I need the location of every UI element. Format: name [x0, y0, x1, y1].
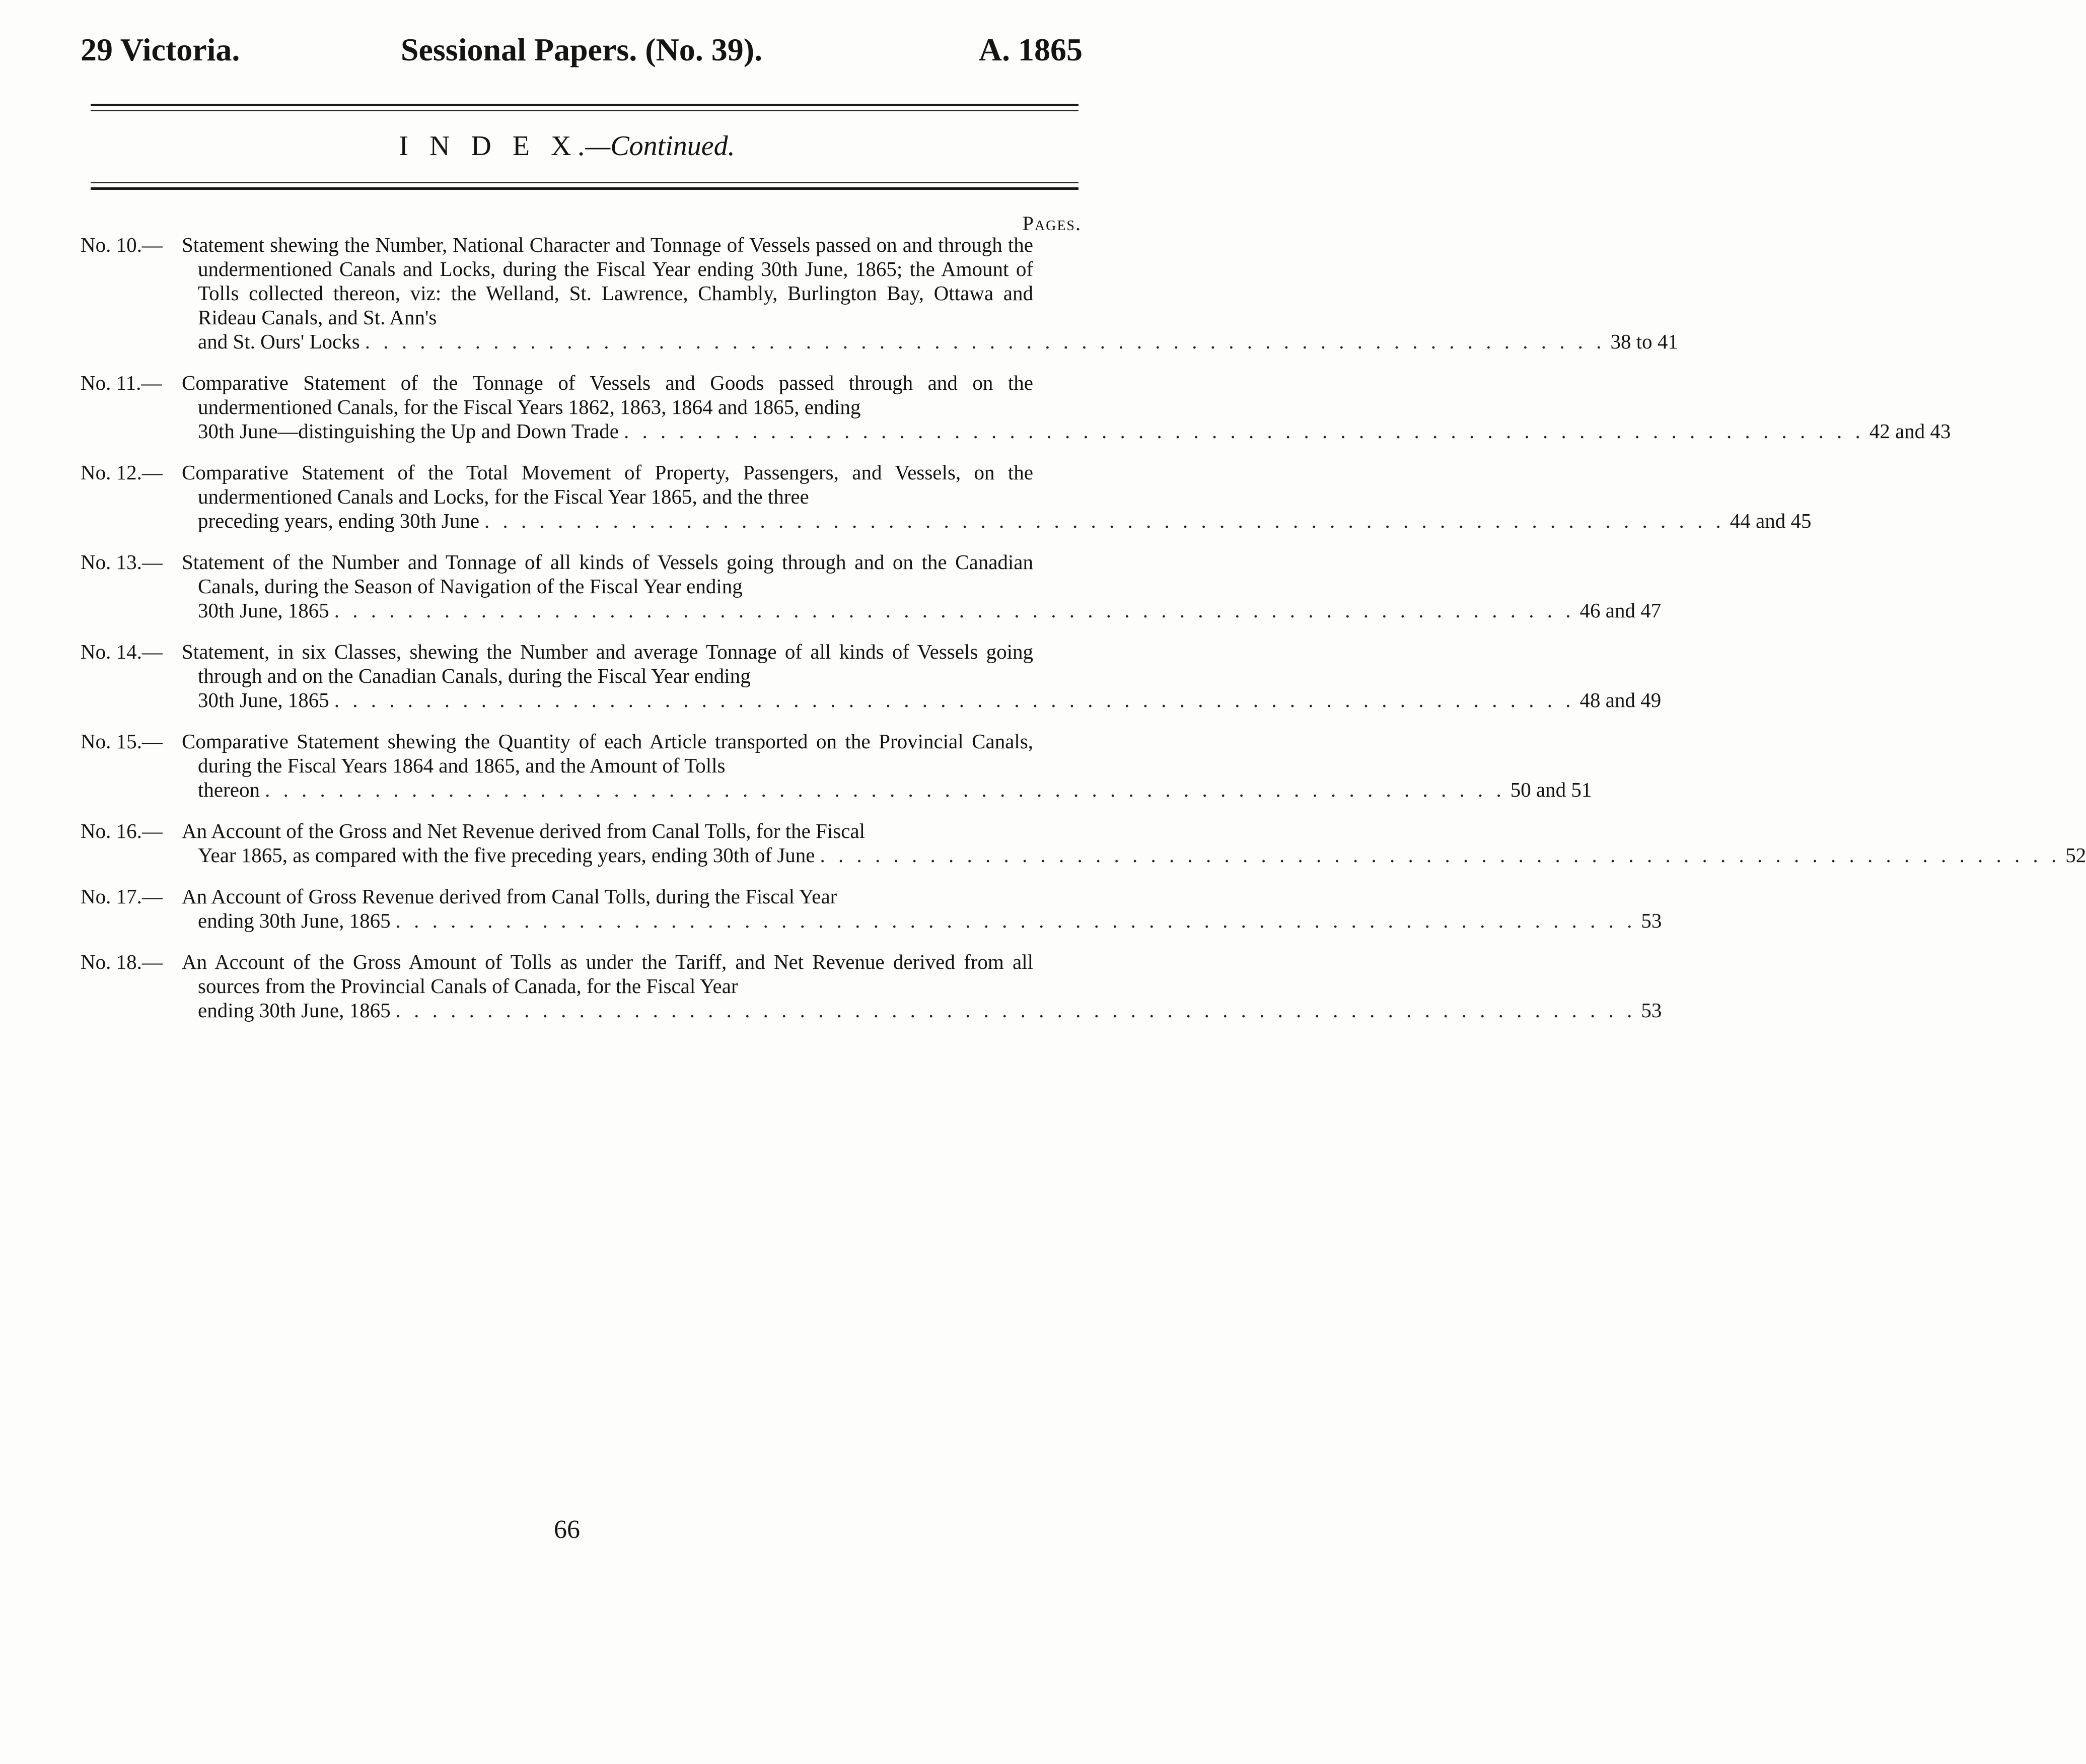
pages-column-label: Pages.: [1022, 212, 1082, 235]
header-sessional-papers: Sessional Papers. (No. 39).: [400, 32, 763, 67]
entry-number: No. 12.—: [81, 461, 163, 484]
dot-leader: . . . . . . . . . . . . . . . . . . . . . . . . . . . . . . . . . . . . . . . . . . . . . . . . . . . . . . . . . . . . . . . . . . . .: [820, 843, 2061, 867]
entry-text-tail: Year 1865, as compared with the five preceding years, ending 30th of June: [198, 843, 815, 867]
header-year: A. 1865: [978, 32, 1083, 67]
index-entry: [81, 550, 1662, 622]
section-title-index: I N D E X: [399, 130, 579, 162]
entry-number: No. 16.—: [81, 819, 163, 842]
entry-pages: 38 to 41: [1610, 330, 1678, 353]
entry-text: An Account of Gross Revenue derived from Canal Tolls, during the Fiscal Year: [182, 885, 837, 908]
index-entry: [81, 729, 1592, 802]
dot-leader: . . . . . . . . . . . . . . . . . . . . . . . . . . . . . . . . . . . . . . . . . . . . . . . . . . . . . . . . . . . . . . . . . . . .: [623, 419, 1864, 443]
dot-leader: . . . . . . . . . . . . . . . . . . . . . . . . . . . . . . . . . . . . . . . . . . . . . . . . . . . . . . . . . . . . . . . . . . . .: [395, 999, 1636, 1022]
index-entry: [81, 884, 1662, 933]
index-entry: [81, 371, 1951, 443]
entry-number: No. 10.—: [81, 233, 163, 256]
entry-text: An Account of the Gross and Net Revenue derived from Canal Tolls, for the Fiscal: [182, 819, 866, 842]
index-entry: [81, 819, 2086, 867]
entry-number: No. 13.—: [81, 550, 163, 574]
index-entry: [81, 460, 1812, 533]
entry-pages: 48 and 49: [1579, 688, 1662, 712]
index-entry: [81, 640, 1662, 712]
dot-leader: . . . . . . . . . . . . . . . . . . . . . . . . . . . . . . . . . . . . . . . . . . . . . . . . . . . . . . . . . . . . . . . . . . . .: [365, 330, 1606, 353]
entry-text-tail: and St. Ours' Locks: [198, 330, 360, 353]
index-entries: [81, 233, 2086, 1039]
entry-text: An Account of the Gross Amount of Tolls as under the Tariff, and Net Revenue derived from all sources from the Provincial Canals of Canada, for the Fiscal Year: [182, 950, 1033, 998]
index-entry: [81, 950, 1662, 1022]
section-title: [0, 130, 1134, 162]
header-volume: 29 Victoria.: [81, 32, 240, 67]
dot-leader: . . . . . . . . . . . . . . . . . . . . . . . . . . . . . . . . . . . . . . . . . . . . . . . . . . . . . . . . . . . . . . . . . . . .: [334, 688, 1575, 712]
dot-leader: . . . . . . . . . . . . . . . . . . . . . . . . . . . . . . . . . . . . . . . . . . . . . . . . . . . . . . . . . . . . . . . . . . . .: [334, 599, 1575, 622]
entry-text: Comparative Statement shewing the Quantity of each Article transported on the Provincial Canals, during the Fiscal Years 1864 and 1865, and the Amount of Tolls: [182, 730, 1033, 777]
section-title-continued: .—Continued.: [578, 130, 735, 162]
entry-text-tail: 30th June, 1865: [198, 599, 329, 622]
running-header: [81, 31, 1083, 82]
entry-text: Comparative Statement of the Tonnage of Vessels and Goods passed through and on the undermentioned Canals, for the Fiscal Years 1862, 1863, 1864 and 1865, ending: [182, 371, 1033, 418]
entry-number: No. 18.—: [81, 950, 163, 973]
entry-pages: 44 and 45: [1730, 509, 1812, 532]
entry-text-tail: 30th June—distinguishing the Up and Down Trade: [198, 419, 619, 443]
entry-text-tail: thereon: [198, 778, 260, 801]
dot-leader: . . . . . . . . . . . . . . . . . . . . . . . . . . . . . . . . . . . . . . . . . . . . . . . . . . . . . . . . . . . . . . . . . . . .: [264, 778, 1505, 801]
entry-number: No. 17.—: [81, 885, 163, 908]
entry-number: No. 14.—: [81, 640, 163, 663]
entry-text-tail: ending 30th June, 1865: [198, 999, 391, 1022]
dot-leader: . . . . . . . . . . . . . . . . . . . . . . . . . . . . . . . . . . . . . . . . . . . . . . . . . . . . . . . . . . . . . . . . . . . .: [484, 509, 1725, 532]
entry-text-tail: ending 30th June, 1865: [198, 909, 391, 932]
dot-leader: . . . . . . . . . . . . . . . . . . . . . . . . . . . . . . . . . . . . . . . . . . . . . . . . . . . . . . . . . . . . . . . . . . . .: [395, 909, 1636, 932]
entry-text: Comparative Statement of the Total Movement of Property, Passengers, and Vessels, on the undermentioned Canals and Locks, for the Fiscal Year 1865, and the three: [182, 461, 1033, 508]
header-double-rule: [91, 104, 1078, 111]
entry-pages: 52: [2065, 843, 2086, 867]
index-entry: [81, 233, 1678, 354]
entry-text: Statement of the Number and Tonnage of all kinds of Vessels going through and on the Canadian Canals, during the Season of Navigation of the Fiscal Year ending: [182, 550, 1033, 598]
page-number: 66: [554, 1515, 580, 1544]
entry-number: No. 15.—: [81, 730, 163, 753]
entry-number: No. 11.—: [81, 371, 162, 394]
entry-text-tail: 30th June, 1865: [198, 688, 329, 712]
title-double-rule: [91, 182, 1078, 190]
entry-text-tail: preceding years, ending 30th June: [198, 509, 480, 532]
entry-text: Statement, in six Classes, shewing the Number and average Tonnage of all kinds of Vessels going through and on the Canadian Canals, during the Fiscal Year ending: [182, 640, 1033, 687]
entry-pages: 50 and 51: [1510, 778, 1592, 801]
entry-text: Statement shewing the Number, National Character and Tonnage of Vessels passed on and through the undermentioned Canals and Locks, during the Fiscal Year ending 30th June, 1865; the Amount of Tolls collected thereon, viz: the Welland, St. Lawrence, Chambly, Burlington Bay, Ottawa and Rideau Canals, and St. Ann's: [182, 233, 1033, 329]
entry-pages: 53: [1641, 909, 1662, 932]
entry-pages: 53: [1641, 999, 1662, 1022]
entry-pages: 42 and 43: [1869, 419, 1951, 443]
entry-pages: 46 and 47: [1579, 599, 1662, 622]
